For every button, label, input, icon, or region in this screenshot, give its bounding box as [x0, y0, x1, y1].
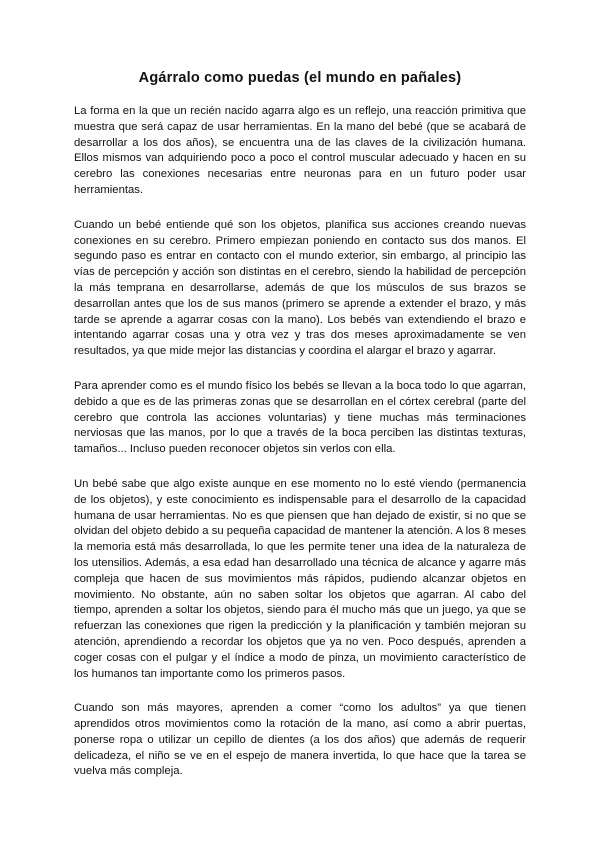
document-title: Agárralo como puedas (el mundo en pañales)	[138, 70, 462, 86]
paragraph-3: Para aprender como es el mundo físico los bebés se llevan a la boca todo lo que agarran, debido a que es de las primeras zonas que se desarrollan en el córtex cerebral (parte del cerebro que controla las acciones voluntarias) y tiene muchas más terminaciones nerviosas que las manos, por lo que a través de la boca perciben las distintas texturas, tamaños... Incluso pueden reconocer objetos sin verlos con ella.	[74, 379, 526, 456]
paragraph-1: La forma en la que un recién nacido agarra algo es un reflejo, una reacción primitiva que muestra que será capaz de usar herramientas. En la mano del bebé (que se acabará de desarrollar a los dos años), se encuentra una de las claves de la civilización humana. Ellos mismos van adquiriendo poco a poco el control muscular adecuado y hacen en su cerebro las conexiones necesarias entre neuronas para en un futuro poder usar herramientas.	[74, 105, 526, 196]
paragraph-4: Un bebé sabe que algo existe aunque en ese momento no lo esté viendo (permanencia de los objetos), y este conocimiento es indispensable para el desarrollo de la capacidad humana de usar herramientas. No es que piensen que han dejado de existir, si no que se olvidan del objeto debido a su pequeña capacidad de mantener la atención. A los 8 meses la memoria está más desarrollada, lo que les permite tener una idea de la naturaleza de los utensilios. Además, a esa edad han desarrollado una técnica de alcance y agarre más compleja que hacen de sus movimientos más rápidos, pudiendo alcanzar objetos en movimiento. No obstante, aún no saben soltar los objetos que agarran. Al cabo del tiempo, aprenden a soltar los objetos, siendo para él mucho más que un juego, ya que se refuerzan las conexiones que rigen la predicción y la planificación y también mejoran su atención, aprendiendo a recordar los objetos que ya no ven. Poco después, aprenden a coger cosas con el pulgar y el índice a modo de pinza, un movimiento característico de los humanos tan importante como los primeros pasos.	[74, 477, 526, 680]
paragraph-2: Cuando un bebé entiende qué son los objetos, planifica sus acciones creando nuevas conexiones en su cerebro. Primero empiezan poniendo en contacto sus dos manos. El segundo paso es entrar en contacto con el mundo exterior, sin embargo, al principio las vías de percepción y acción son distintas en el cerebro, siendo la habilidad de percepción la más temprana en desarrollarse, además de que los músculos de sus brazos se desarrollan antes que los de sus manos (primero se aprende a extender el brazo, y más tarde se aprende a agarrar cosas con la mano). Los bebés van extendiendo el brazo e intentando agarrar cosas una y otra vez y tras dos meses aproximadamente se ven resultados, ya que mide mejor las distancias y coordina el alargar el brazo y agarrar.	[74, 218, 526, 358]
paragraph-5: Cuando son más mayores, aprenden a comer “como los adultos” ya que tienen aprendidos otros movimientos como la rotación de la mano, así como a abrir puertas, ponerse ropa o utilizar un cepillo de dientes (a los dos años) que además de requerir delicadeza, el niño se ve en el espejo de manera invertida, lo que hace que la tarea se vuelva más compleja.	[74, 702, 526, 778]
document-body	[74, 104, 526, 799]
